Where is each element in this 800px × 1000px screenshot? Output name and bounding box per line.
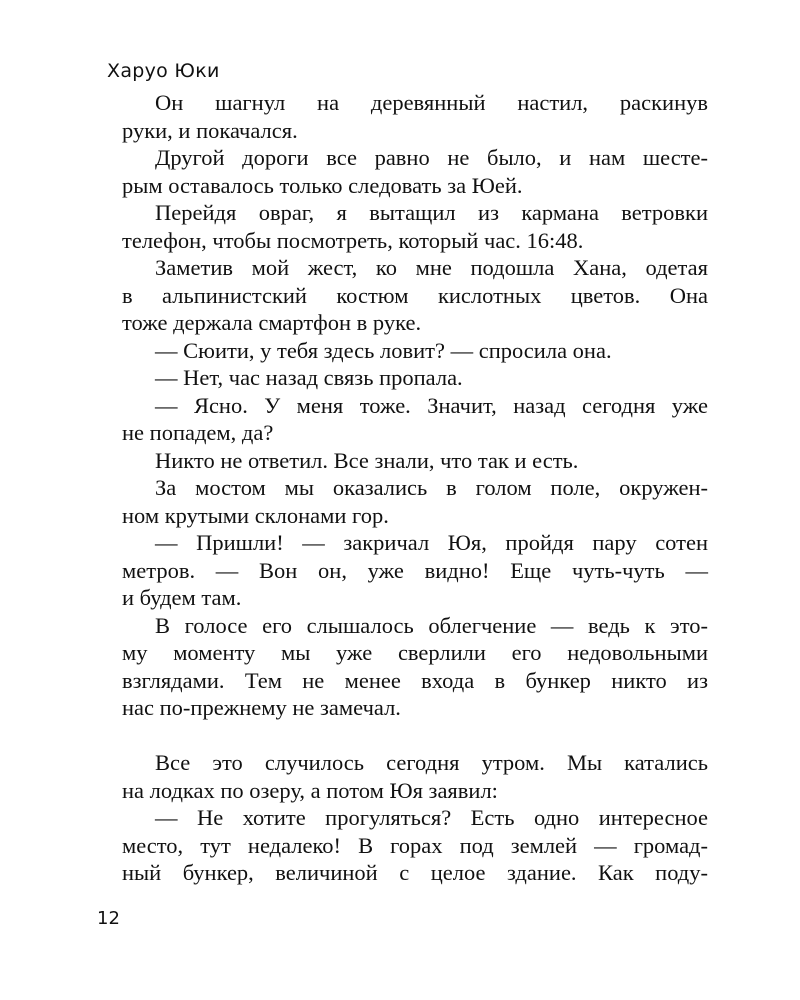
text-line: му моменту мы уже сверлили его недовольными: [122, 640, 708, 665]
text-line: метров. — Вон он, уже видно! Еще чуть-чуть —: [122, 557, 708, 583]
text-line: За мостом мы оказались в голом поле, окружен-: [155, 475, 708, 500]
text-line: тоже держала смартфон в руке.: [122, 310, 422, 335]
text-line: ном крутыми склонами гор.: [122, 502, 389, 528]
paragraph-break: [122, 722, 708, 750]
text-line: телефон, чтобы посмотреть, который час. 16:48.: [122, 227, 584, 253]
text-line: рым оставалось только следовать за Юей.: [122, 172, 523, 198]
text-line: ный бункер, величиной с целое здание. Как поду-: [122, 860, 708, 885]
text-line: взглядами. Тем не менее входа в бункер никто из: [122, 667, 708, 693]
text-line: — Не хотите прогуляться? Есть одно интересное: [155, 805, 708, 830]
text-line: в альпинистский костюм кислотных цветов. Она: [122, 282, 708, 308]
text-line: руки, и покачался.: [122, 117, 298, 143]
text-line: Никто не ответил. Все знали, что так и есть.: [155, 447, 579, 473]
text-line: Он шагнул на деревянный настил, раскинув: [155, 90, 708, 115]
text-line: — Сюити, у тебя здесь ловит? — спросила она.: [155, 337, 612, 363]
body-text: [122, 89, 708, 887]
text-line: место, тут недалеко! В горах под землей — громад-: [122, 832, 708, 858]
text-line: не попадем, да?: [122, 420, 274, 445]
text-line: и будем там.: [122, 585, 242, 610]
text-line: Другой дороги все равно не было, и нам шесте-: [155, 145, 708, 170]
text-line: Перейдя овраг, я вытащил из кармана ветровки: [155, 200, 708, 225]
text-line: В голосе его слышалось облегчение — ведь к это-: [155, 612, 708, 638]
running-head-author: Харуо Юки: [107, 60, 220, 82]
text-line: — Нет, час назад связь пропала.: [155, 365, 463, 390]
text-line: на лодках по озеру, а потом Юя заявил:: [122, 777, 498, 803]
text-line: Заметив мой жест, ко мне подошла Хана, одетая: [155, 255, 708, 280]
text-line: — Пришли! — закричал Юя, пройдя пару сотен: [155, 530, 708, 555]
text-line: Все это случилось сегодня утром. Мы катались: [155, 750, 708, 775]
text-line: нас по-прежнему не замечал.: [122, 695, 401, 720]
page-number: 12: [97, 908, 120, 929]
text-line: — Ясно. У меня тоже. Значит, назад сегодня уже: [155, 392, 708, 418]
